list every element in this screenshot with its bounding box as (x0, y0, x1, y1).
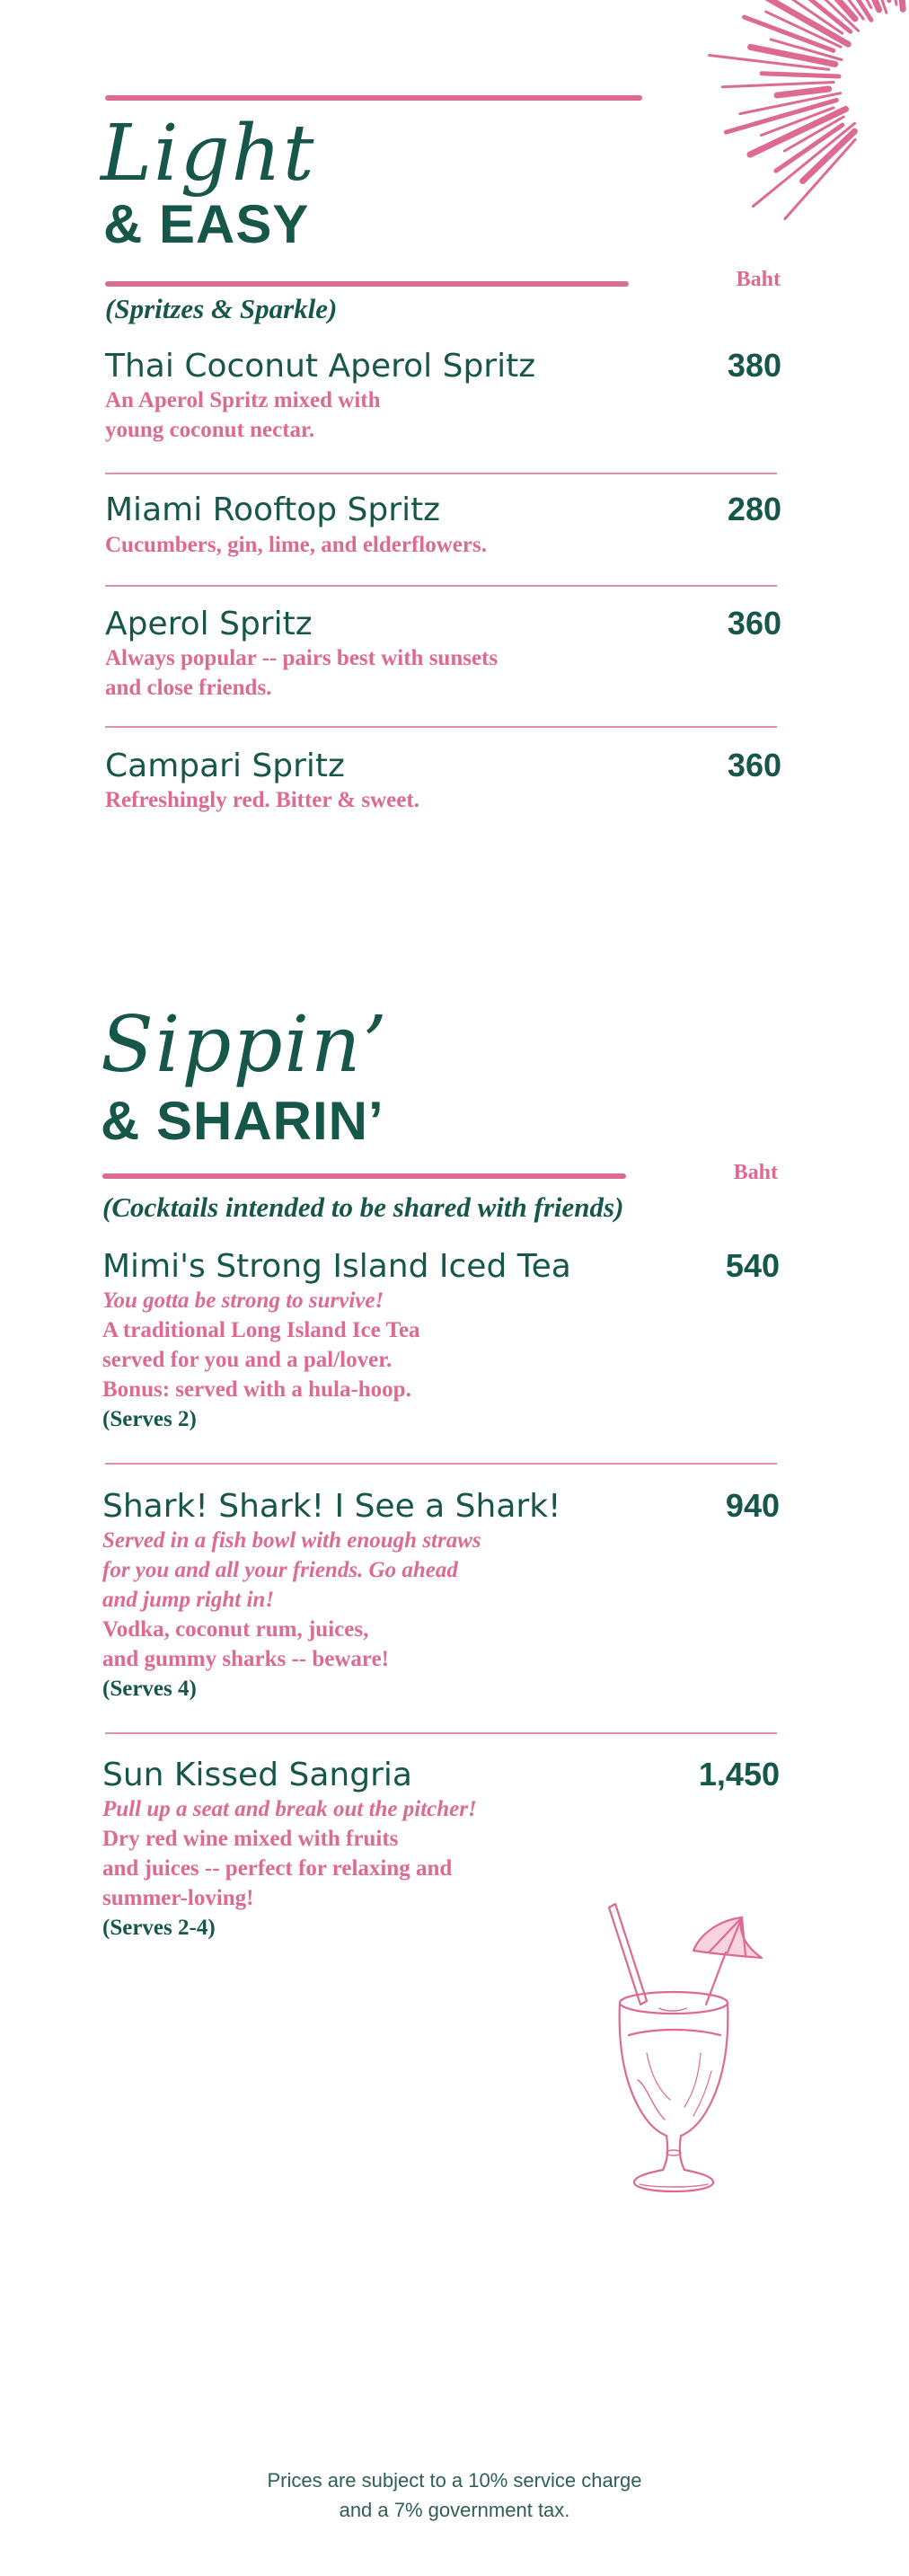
item-price: 280 (727, 491, 781, 527)
description-line: Cucumbers, gin, lime, and elderflowers. (105, 533, 487, 557)
description-line: and juices -- perfect for relaxing and (102, 1856, 453, 1881)
sun-ray (762, 74, 839, 76)
section2-currency-label: Baht (733, 1161, 778, 1184)
description-line: summer-loving! (102, 1886, 254, 1910)
description-line: and close friends. (105, 676, 272, 700)
section1-caps-title: & EASY (103, 194, 310, 254)
description-italic-line: Served in a fish bowl with enough straws (102, 1528, 481, 1553)
item-price: 360 (727, 747, 781, 783)
serves-note: (Serves 2-4) (102, 1916, 216, 1940)
footer-line: and a 7% government tax. (339, 2499, 570, 2521)
description-line: young coconut nectar. (105, 418, 315, 442)
serves-note: (Serves 2) (102, 1407, 197, 1431)
item-divider (105, 585, 777, 587)
description-line: A traditional Long Island Ice Tea (102, 1318, 420, 1342)
item-name: Campari Spritz (105, 748, 345, 784)
serves-note: (Serves 4) (102, 1677, 197, 1701)
item-description (102, 1286, 420, 1434)
description-line: Bonus: served with a hula-hoop. (102, 1377, 411, 1402)
item-description (102, 1794, 477, 1943)
sun-ray (897, 0, 903, 9)
sun-ray (722, 83, 834, 87)
item-price: 940 (725, 1487, 780, 1524)
sunburst-icon (647, 0, 909, 234)
section2-subtitle: (Cocktails intended to be shared with friends) (102, 1191, 624, 1223)
item-price: 1,450 (698, 1756, 780, 1793)
item-name: Shark! Shark! I See a Shark! (102, 1488, 561, 1525)
item-price: 380 (727, 347, 781, 384)
sun-ray (803, 131, 855, 181)
section1-bottom-rule (105, 281, 629, 287)
description-line: Always popular -- pairs best with sunsets (105, 646, 499, 670)
description-line: Vodka, coconut rum, juices, (102, 1617, 369, 1642)
item-description (102, 1526, 481, 1704)
item-divider (105, 1463, 777, 1465)
item-divider (105, 1732, 777, 1734)
description-line: served for you and a pal/lover. (102, 1348, 393, 1372)
item-price: 540 (725, 1247, 780, 1284)
footer-line: Prices are subject to a 10% service charge (267, 2469, 642, 2492)
description-line: Dry red wine mixed with fruits (102, 1827, 399, 1851)
item-name: Aperol Spritz (105, 606, 313, 642)
item-name: Thai Coconut Aperol Spritz (105, 348, 536, 385)
footer-note (0, 2465, 909, 2525)
item-description (105, 385, 381, 445)
section2-rule (102, 1173, 626, 1179)
description-line: Refreshingly red. Bitter & sweet. (105, 788, 419, 812)
section2-script-title: Sippin’ (101, 1000, 389, 1090)
description-line: An Aperol Spritz mixed with (105, 388, 381, 412)
sun-ray (753, 123, 854, 206)
item-description (105, 643, 498, 703)
item-name: Miami Rooftop Spritz (105, 491, 441, 528)
item-name: Mimi's Strong Island Iced Tea (102, 1248, 571, 1285)
sun-ray (777, 89, 829, 95)
cocktail-glass-icon (593, 1900, 781, 2197)
description-italic-line: for you and all your friends. Go ahead (102, 1558, 458, 1582)
description-italic-line: and jump right in! (102, 1588, 275, 1612)
item-divider (105, 726, 777, 728)
section1-script-title: Light (101, 109, 316, 199)
section2-caps-title: & SHARIN’ (101, 1091, 384, 1151)
description-italic-line: Pull up a seat and break out the pitcher! (102, 1797, 477, 1821)
section1-top-rule (105, 95, 642, 101)
section1-currency-label: Baht (736, 268, 781, 291)
item-divider (105, 473, 777, 474)
item-description (105, 530, 487, 560)
item-price: 360 (727, 605, 781, 642)
description-italic-line: You gotta be strong to survive! (102, 1288, 384, 1313)
item-name: Sun Kissed Sangria (102, 1757, 412, 1793)
description-line: and gummy sharks -- beware! (102, 1647, 389, 1671)
section1-subtitle: (Spritzes & Sparkle) (105, 293, 338, 324)
item-description (105, 785, 419, 815)
